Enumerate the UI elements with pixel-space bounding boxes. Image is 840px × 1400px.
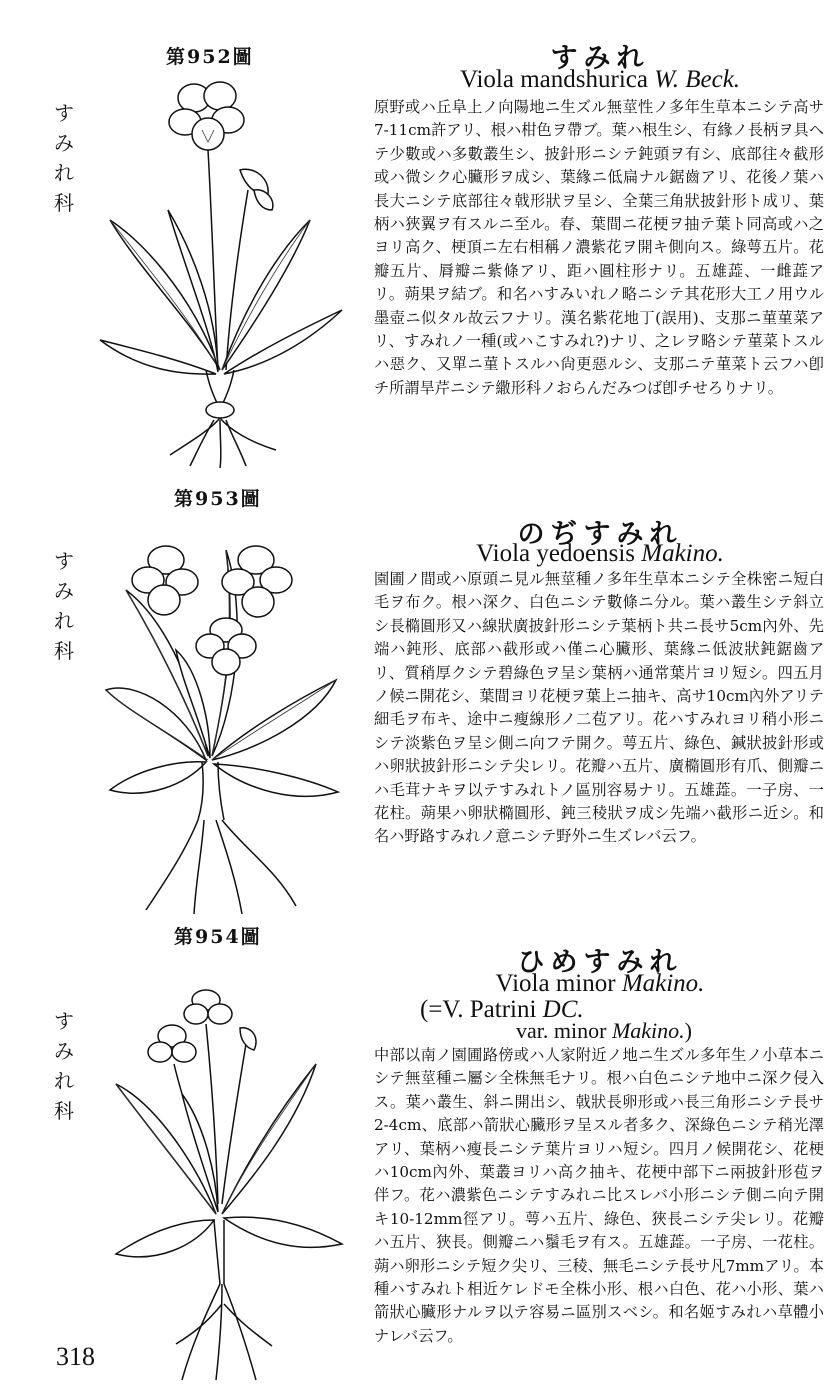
species-japanese-name-954: ひめすみれ — [517, 947, 683, 978]
species-japanese-name-952: すみれ — [550, 43, 650, 74]
synonym-author: Makino. — [611, 1018, 685, 1043]
family-char: 科 — [54, 639, 74, 663]
scientific-binomial: Viola minor — [495, 970, 616, 997]
plant-illustration-953 — [86, 530, 356, 920]
flower-drawing — [148, 1025, 196, 1062]
figure-label-954: 第954圖 — [174, 926, 262, 948]
flower-drawing — [169, 82, 244, 150]
family-char: 科 — [54, 1099, 74, 1123]
flower-drawing — [184, 990, 232, 1024]
synonym-close: ) — [684, 1018, 692, 1043]
synonym-name: (=V. Patrini — [420, 996, 537, 1023]
species-scientific-name-953 — [380, 540, 820, 568]
family-label-952 — [52, 98, 76, 218]
family-char: す — [54, 101, 74, 125]
species-japanese-name-953: のぢすみれ — [517, 519, 683, 550]
scientific-binomial: Viola mandshurica — [459, 66, 648, 93]
plant-illustration-952 — [80, 70, 360, 470]
family-char: れ — [54, 161, 74, 185]
family-label-954 — [52, 1006, 76, 1126]
family-char: み — [54, 131, 74, 155]
figure-label-952: 第952圖 — [166, 46, 254, 68]
scientific-author: Makino. — [621, 970, 705, 997]
species-description-953: 園圃ノ間或ハ原頭ニ見ル無莖種ノ多年生草本ニシテ全株密ニ短白毛ヲ布ク。根ハ深ク、白色ニシテ數條ニ分ル。葉ハ叢生シテ斜立シ長橢圓形又ハ線狀廣披針形ニシテ葉柄ト共ニ長サ5cm內外、先端ハ鈍形、底部ハ截形或ハ僅ニ心臟形、葉緣ニ低波狀鈍鋸齒アリ、質稍厚クシテ碧綠色ヲ呈シ葉柄ハ通常葉片ヨリ短シ。四五月ノ候ニ開花シ、葉間ヨリ花梗ヲ葉上ニ抽キ、高サ10cm內外アリテ細毛ヲ布キ、途中ニ瘦線形ノ二苞アリ。花ハすみれヨリ稍小形ニシテ淡紫色ヲ呈シ側ニ向フテ開ク。萼五片、綠色、鍼狀披針形或ハ卵狀披針形ニシテ尖レリ。花瓣ハ五片、廣橢圓形有爪、側瓣ニハ毛茸ナキヲ以テすみれトノ區別容易ナリ。五雄蕋。一子房、一花柱。蒴果ハ卵狀橢圓形、鈍三稜狀ヲ成シ先端ハ截形ニ近シ。和名ハ野路すみれノ意ニシテ野外ニ生ズレバ云フ。 — [374, 570, 824, 846]
family-char: す — [54, 1009, 74, 1033]
page-number: 318 — [56, 1342, 95, 1371]
synonym-variety: var. minor — [516, 1018, 607, 1043]
family-char: れ — [54, 609, 74, 633]
synonym-line-2 — [516, 1018, 692, 1044]
family-char: み — [54, 579, 74, 603]
family-char: み — [54, 1039, 74, 1063]
family-char: 科 — [54, 191, 74, 215]
family-char: れ — [54, 1069, 74, 1093]
species-description-952: 原野或ハ丘阜上ノ向陽地ニ生ズル無莖性ノ多年生草本ニシテ高サ7-11cm許アリ、根ハ柑色ヲ帶ブ。葉ハ根生シ、有緣ノ長柄ヲ具ヘテ少數或ハ多數叢生シ、披針形ニシテ鈍頭ヲ有シ、底部往々截形或ハ微シク心臟形ヲ成シ、葉緣ニ低扁ナル鋸齒アリ、花後ノ葉ハ長大ニシテ底部往々戟形狀ヲ呈シ、全葉三角狀披針形ト成リ、葉柄ハ狹翼ヲ有スルニ至ル。春、葉間ニ花梗ヲ抽テ葉ト同高或ハ之ヨリ高ク、梗頂ニ左右相稱ノ濃紫花ヲ開キ側向ス。綠萼五片。花瓣五片、脣瓣ニ紫條アリ、距ハ圓柱形ナリ。五雄蕋、一雌蕋アリ。蒴果ヲ結ブ。和名ハすみいれノ略ニシテ其花形大工ノ用ウル墨壺ニ似タル故云フナリ。漢名紫花地丁(誤用)、支那ニ菫菫菜アリ、すみれノ一種(或ハこすみれ?)ナリ、之レヲ略シテ菫菜トスルハ惡ク、又單ニ菫トスルハ尙更惡ルシ、支那ニテ菫菜ト云フハ卽チ所謂旱芹ニシテ繖形科ノおらんだみつば卽チせろりナリ。 — [374, 98, 824, 397]
synonym-author: DC. — [542, 996, 584, 1023]
flower-drawing — [196, 618, 256, 675]
species-scientific-name-954 — [380, 970, 820, 998]
figure-label-953: 第953圖 — [174, 488, 262, 510]
family-char: す — [54, 549, 74, 573]
species-description-954: 中部以南ノ園圃路傍或ハ人家附近ノ地ニ生ズル多年生ノ小草本ニシテ無莖種ニ屬シ全株無毛ナリ。根ハ白色ニシテ地中ニ深ク侵入ス。葉ハ叢生、斜ニ開出シ、戟狀長卵形或ハ長三角形ニシテ長サ2-4cm、底部ハ箭狀心臟形ヲ呈スル者多ク、深綠色ニシテ稍光澤アリ、葉柄ハ瘦長ニシテ葉片ヨリハ短シ。四月ノ候開花シ、花梗ハ10cm內外、葉叢ヨリハ高ク抽キ、花梗中部下ニ兩披針形苞ヲ伴フ。花ハ濃紫色ニシテすみれニ比スレバ小形ニシテ側ニ向テ開キ10-12mm徑アリ。萼ハ五片、綠色、狹長ニシテ尖レリ。花瓣ハ五片、狹長。側瓣ニハ鬚毛ヲ有ス。五雄蕋。一子房、一花柱。蒴ハ卵形ニシテ短ク尖リ、三稜、無毛ニシテ長サ凡7mmアリ。本種ハすみれト相近ケレドモ全株小形、根ハ白色、花ハ小形、葉ハ箭狀心臟形ナルヲ以テ容易ニ區別スベシ。和名姬すみれハ草體小ナレバ云フ。 — [374, 1046, 824, 1345]
scientific-author: W. Beck. — [654, 66, 741, 93]
scientific-author: Makino. — [641, 540, 724, 567]
family-label-953 — [52, 546, 76, 666]
plant-illustration-954 — [96, 984, 356, 1384]
scientific-binomial: Viola yedoensis — [476, 540, 635, 567]
species-scientific-name-952 — [380, 66, 820, 94]
